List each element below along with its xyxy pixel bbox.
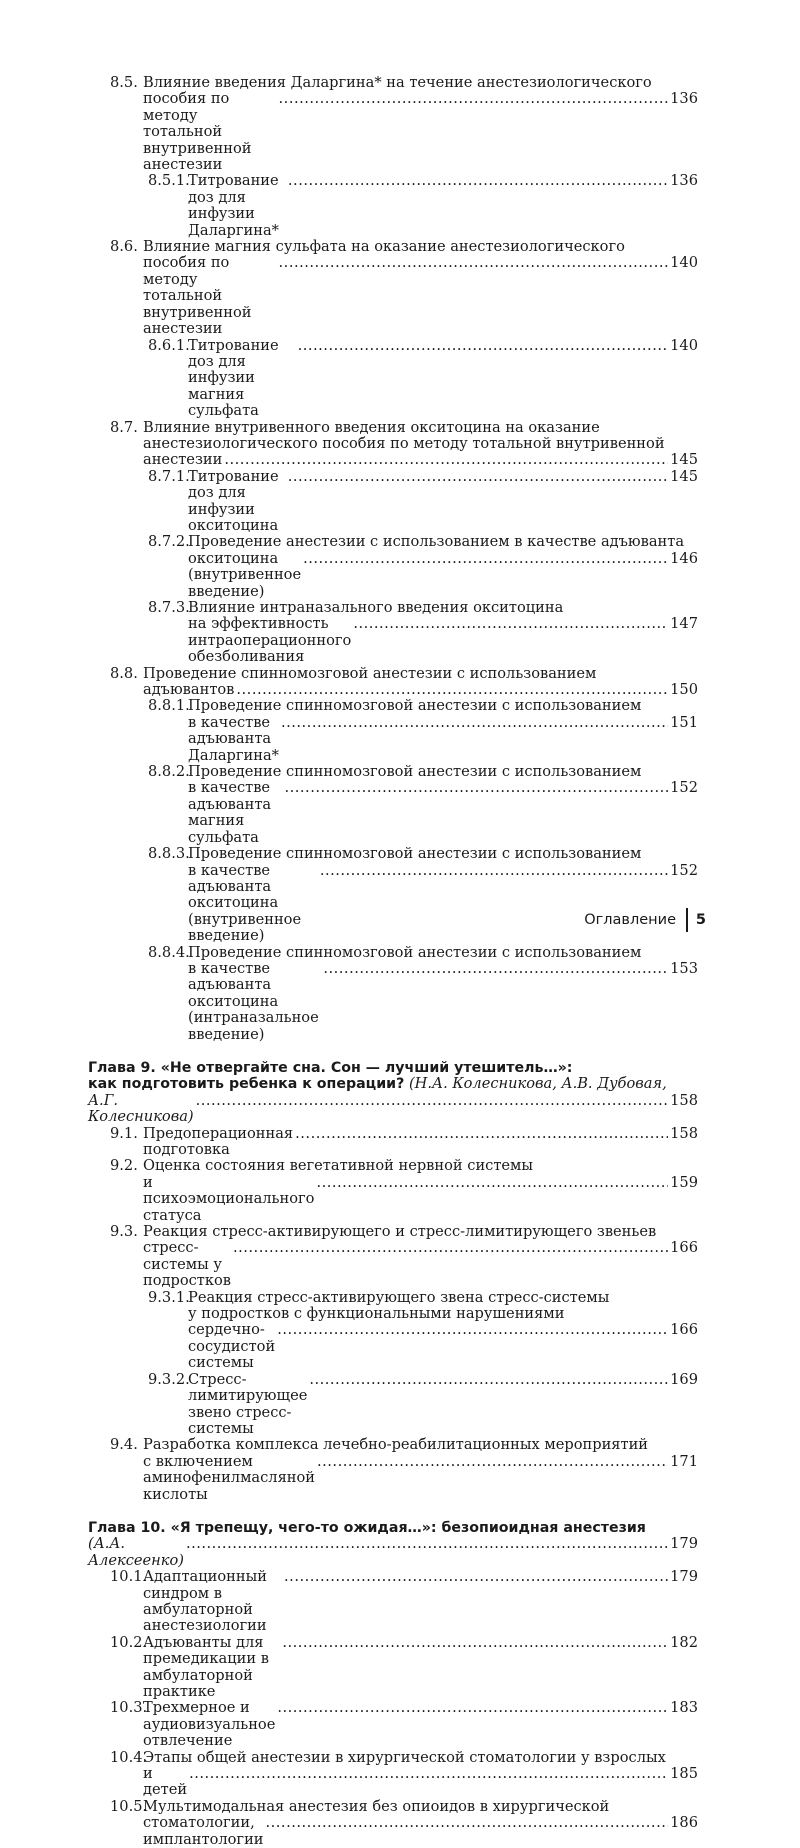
chapter-title: как подготовить ребенка к операции? <box>88 1076 405 1093</box>
toc-entry-text: в качестве адъюванта окситоцина (внутривенное введение) <box>188 861 302 945</box>
toc-entry-text: Проведение спинномозговой анестезии с использованием <box>188 763 642 781</box>
toc-entry <box>88 1290 698 1372</box>
toc-entry-page: 166 <box>670 1321 698 1339</box>
toc-entry-text: Мультимодальная анестезия без опиоидов в хирургической <box>143 1797 610 1815</box>
dot-leader <box>277 1322 668 1338</box>
toc-entry-body <box>188 1372 698 1438</box>
dot-leader <box>236 682 668 698</box>
chapter-heading-9 <box>88 1060 698 1126</box>
toc-entry <box>88 469 698 535</box>
toc-entry-page: 186 <box>670 1814 698 1832</box>
toc-entry-line <box>188 715 698 764</box>
dot-leader <box>320 863 668 879</box>
toc-entry-text: Разработка комплекса лечебно-реабилитационных мероприятий <box>143 1436 649 1454</box>
toc-entry-text: и психоэмоционального статуса <box>143 1173 315 1224</box>
toc-entry-line <box>188 945 698 961</box>
dot-leader <box>288 469 668 485</box>
toc-entry-page: 169 <box>670 1370 698 1388</box>
toc-entry-line <box>143 1158 698 1174</box>
toc-entry-text: Реакция стресс-активирующего звена стресс-системы <box>188 1288 610 1306</box>
chapter-title-line <box>88 1093 698 1126</box>
toc-entry-body <box>143 1126 698 1159</box>
toc-entry-number: 9.1. <box>110 1124 138 1142</box>
toc-entry-page: 158 <box>670 1124 698 1142</box>
dot-leader <box>282 1635 668 1651</box>
toc-entry-line <box>143 1815 698 1848</box>
dot-leader <box>298 338 669 354</box>
toc-entry <box>88 239 698 337</box>
toc-entry <box>88 1799 698 1848</box>
toc-entry-text: Адаптационный синдром в амбулаторной анестезиологии <box>143 1568 267 1635</box>
toc-entry-line <box>143 420 698 436</box>
chapter-title: Глава 9. «Не отвергайте сна. Сон — лучший утешитель…»: <box>88 1059 573 1076</box>
toc-entry <box>88 1158 698 1224</box>
toc-entry <box>88 698 698 764</box>
table-of-contents <box>88 75 698 1848</box>
toc-entry-text: Влияние введения Даларгина* на течение анестезиологического <box>143 74 652 91</box>
toc-entry-body <box>143 75 698 173</box>
dot-leader <box>303 551 668 567</box>
toc-entry-page: 152 <box>670 861 698 879</box>
toc-entry-number: 8.6.1. <box>148 336 190 354</box>
toc-entry <box>88 1569 698 1635</box>
toc-entry-text: Влияние внутривенного введения окситоцина на оказание <box>143 418 600 436</box>
toc-entry <box>88 75 698 173</box>
dot-leader <box>279 255 669 271</box>
toc-entry <box>88 1700 698 1749</box>
chapter-title-line <box>88 1536 698 1569</box>
toc-entry-number: 9.2. <box>110 1157 138 1175</box>
toc-entry <box>88 420 698 469</box>
chapter-page: 158 <box>670 1091 698 1109</box>
toc-entry-body <box>188 173 698 239</box>
toc-entry-body <box>143 1158 698 1224</box>
chapter-authors: (А.А. Алексеенко) <box>88 1535 184 1569</box>
chapter-title-line <box>88 1076 698 1092</box>
toc-entry-line <box>188 338 698 420</box>
toc-entry-page: 185 <box>670 1765 698 1783</box>
toc-entry-number: 8.7. <box>110 418 138 436</box>
toc-entry-page: 136 <box>670 90 698 108</box>
toc-entry-page: 159 <box>670 1173 698 1191</box>
toc-entry-number: 9.3.1. <box>148 1288 190 1306</box>
chapter-page: 179 <box>670 1535 698 1553</box>
dot-leader <box>309 1372 668 1388</box>
dot-leader <box>224 452 668 468</box>
toc-entry-text: пособия по методу тотальной внутривенной анестезии <box>143 254 252 338</box>
toc-entry-line <box>143 1750 698 1766</box>
toc-entry-line <box>188 1322 698 1371</box>
toc-entry-body <box>188 534 698 600</box>
dot-leader <box>295 1126 668 1142</box>
toc-entry-line <box>143 1437 698 1453</box>
toc-entry-page: 166 <box>670 1239 698 1257</box>
toc-entry <box>88 1372 698 1438</box>
chapter-heading-10 <box>88 1520 698 1569</box>
footer-page-number: 5 <box>695 912 706 928</box>
page-footer <box>560 908 720 932</box>
toc-entry-text: стресс-системы у подростков <box>143 1239 231 1290</box>
toc-entry-line <box>143 452 698 468</box>
toc-entry-number: 10.5. <box>110 1797 148 1815</box>
dot-leader <box>288 173 668 189</box>
toc-entry-text: Трехмерное и аудиовизуальное отвлечение <box>143 1699 276 1750</box>
chapter-title: Глава 10. «Я трепещу, чего-то ожидая…»: безопиоидная анестезия <box>88 1519 646 1536</box>
toc-entry-line <box>143 682 698 698</box>
toc-entry-body <box>143 239 698 337</box>
dot-leader <box>189 1766 668 1782</box>
toc-entry-line <box>188 780 698 846</box>
dot-leader <box>196 1093 669 1109</box>
toc-entry <box>88 338 698 420</box>
toc-entry-text: Проведение анестезии с использованием в качестве адъюванта <box>188 533 685 551</box>
toc-entry-text: Влияние интраназального введения окситоцина <box>188 599 564 616</box>
toc-entry-body <box>143 1569 698 1635</box>
toc-entry-body <box>143 1635 698 1701</box>
toc-entry-text: Титрование доз для инфузии Даларгина* <box>188 172 279 239</box>
dot-leader <box>316 1175 668 1191</box>
toc-entry-line <box>143 1454 698 1503</box>
toc-entry-page: 171 <box>670 1452 698 1470</box>
toc-entry-page: 140 <box>670 336 698 354</box>
toc-entry-text: сердечно-сосудистой системы <box>188 1321 276 1372</box>
toc-entry <box>88 1437 698 1503</box>
toc-entry-page: 152 <box>670 779 698 797</box>
footer-divider <box>686 908 688 932</box>
toc-entry-page: 145 <box>670 467 698 485</box>
toc-entry <box>88 666 698 699</box>
toc-entry <box>88 1126 698 1159</box>
toc-entry-line <box>188 846 698 862</box>
toc-entry-text: Проведение спинномозговой анестезии с использованием <box>188 943 642 961</box>
toc-entry <box>88 945 698 1043</box>
chapter-authors: А.Г. Колесникова) <box>88 1091 194 1126</box>
toc-entry-line <box>143 1224 698 1240</box>
toc-entry-text: пособия по методу тотальной внутривенной анестезии <box>143 90 252 174</box>
toc-entry-line <box>188 551 698 600</box>
toc-entry <box>88 534 698 600</box>
toc-entry-text: в качестве адъюванта Даларгина* <box>188 713 279 764</box>
toc-entry-line <box>188 764 698 780</box>
toc-entry-line <box>188 616 698 665</box>
chapter-title-line <box>88 1520 698 1536</box>
dot-leader <box>233 1240 668 1256</box>
toc-entry-number: 9.4. <box>110 1436 138 1454</box>
toc-entry-number: 8.5. <box>110 74 138 91</box>
dot-leader <box>323 961 668 977</box>
toc-entry-page: 147 <box>670 615 698 633</box>
toc-entry-number: 8.8. <box>110 664 138 682</box>
toc-entry-body <box>143 1437 698 1503</box>
toc-entry-body <box>188 469 698 535</box>
toc-entry-number: 8.8.2. <box>148 763 190 781</box>
toc-entry-number: 8.8.4. <box>148 943 190 961</box>
toc-entry-line <box>143 1799 698 1815</box>
toc-entry-body <box>188 338 698 420</box>
dot-leader <box>277 1700 668 1716</box>
toc-entry-text: Оценка состояния вегетативной нервной системы <box>143 1157 534 1175</box>
toc-entry-page: 140 <box>670 254 698 272</box>
toc-entry-line <box>188 469 698 535</box>
toc-entry-body <box>143 1799 698 1848</box>
toc-entry-line <box>188 173 698 239</box>
toc-entry-number: 10.4. <box>110 1748 148 1766</box>
toc-entry-text: Титрование доз для инфузии окситоцина <box>188 467 279 534</box>
toc-entry-text: и детей <box>143 1765 188 1799</box>
toc-entry-text: у подростков с функциональными нарушениями <box>188 1305 565 1323</box>
toc-entry-number: 8.7.1. <box>148 467 190 485</box>
toc-entry-text: на эффективность интраоперационного обезболивания <box>188 615 352 666</box>
toc-entry-number: 9.3.2. <box>148 1370 190 1388</box>
toc-entry-text: Проведение спинномозговой анестезии с использованием <box>188 845 642 863</box>
dot-leader <box>353 616 668 632</box>
toc-entry-text: окситоцина (внутривенное введение) <box>188 549 302 600</box>
toc-entry <box>88 1750 698 1799</box>
toc-entry-line <box>188 698 698 714</box>
toc-entry-body <box>143 1750 698 1799</box>
toc-entry-line <box>188 534 698 550</box>
toc-entry-page: 146 <box>670 549 698 567</box>
toc-entry-page: 153 <box>670 959 698 977</box>
toc-entry-page: 183 <box>670 1699 698 1717</box>
toc-entry-text: Этапы общей анестезии в хирургической стоматологии у взрослых <box>143 1748 666 1766</box>
dot-leader <box>281 715 668 731</box>
toc-entry-body <box>143 1700 698 1749</box>
toc-entry-page: 151 <box>670 713 698 731</box>
toc-entry-page: 145 <box>670 451 698 469</box>
toc-entry-line <box>143 1635 698 1701</box>
toc-entry-body <box>143 1224 698 1290</box>
toc-entry <box>88 1224 698 1290</box>
toc-entry-number: 8.7.3. <box>148 599 190 616</box>
toc-entry-line <box>143 1175 698 1224</box>
dot-leader <box>285 780 669 796</box>
toc-entry-text: стоматологии, имплантологии <box>143 1814 264 1848</box>
toc-entry-number: 8.8.3. <box>148 845 190 863</box>
chapter-authors: (Н.А. Колесникова, А.В. Дубовая, <box>408 1075 667 1093</box>
toc-entry-number: 10.1. <box>110 1568 148 1586</box>
toc-entry-body <box>188 1290 698 1372</box>
toc-entry-text: анестезии <box>143 451 223 469</box>
toc-entry-page: 150 <box>670 681 698 699</box>
toc-entry-line <box>188 1306 698 1322</box>
toc-entry <box>88 173 698 239</box>
toc-entry-line <box>188 1372 698 1438</box>
toc-entry-body <box>188 945 698 1043</box>
toc-entry-page: 182 <box>670 1633 698 1651</box>
toc-entry-text: Стресс-лимитирующее звено стресс-системы <box>188 1370 308 1437</box>
toc-entry-number: 10.3. <box>110 1699 148 1717</box>
toc-entry-text: Реакция стресс-активирующего и стресс-лимитирующего звеньев <box>143 1223 657 1241</box>
toc-entry-text: анестезиологического пособия по методу тотальной внутривенной <box>143 434 665 452</box>
toc-entry-line <box>143 91 698 173</box>
toc-entry <box>88 764 698 846</box>
toc-entry-text: Адъюванты для премедикации в амбулаторной практике <box>143 1633 269 1700</box>
toc-entry-line <box>143 1700 698 1749</box>
toc-entry-text: Титрование доз для инфузии магния сульфата <box>188 336 279 420</box>
toc-entry-number: 8.7.2. <box>148 533 190 551</box>
toc-entry <box>88 600 698 666</box>
dot-leader <box>186 1536 668 1552</box>
dot-leader <box>317 1454 668 1470</box>
dot-leader <box>279 91 669 107</box>
chapter-title-line <box>88 1060 698 1076</box>
toc-entry-text: в качестве адъюванта окситоцина (интраназальное введение) <box>188 959 319 1043</box>
toc-entry-line <box>143 1569 698 1635</box>
dot-leader <box>284 1569 668 1585</box>
toc-entry-text: в качестве адъюванта магния сульфата <box>188 779 272 846</box>
dot-leader <box>266 1815 669 1831</box>
toc-entry-text: адъювантов <box>143 681 235 699</box>
toc-entry-line <box>143 239 698 255</box>
toc-entry-line <box>143 1766 698 1799</box>
toc-entry-number: 8.8.1. <box>148 697 190 715</box>
toc-entry-number: 8.5.1. <box>148 172 190 190</box>
toc-entry-line <box>143 255 698 337</box>
toc-entry-page: 179 <box>670 1568 698 1586</box>
toc-entry-text: Проведение спинномозговой анестезии с использованием <box>188 697 642 715</box>
toc-entry <box>88 1635 698 1701</box>
toc-entry-text: с включением аминофенилмасляной кислоты <box>143 1452 316 1503</box>
toc-entry-number: 8.6. <box>110 238 138 256</box>
toc-entry-body <box>188 764 698 846</box>
toc-entry-line <box>188 863 698 945</box>
toc-entry-page: 136 <box>670 172 698 190</box>
toc-entry-line <box>188 600 698 616</box>
toc-entry-line <box>188 961 698 1043</box>
toc-entry-text: Предоперационная подготовка <box>143 1124 294 1158</box>
toc-entry-body <box>143 666 698 699</box>
footer-section-label: Оглавление <box>584 912 676 928</box>
toc-entry-line <box>143 436 698 452</box>
toc-entry-line <box>143 666 698 682</box>
toc-entry-number: 10.2. <box>110 1633 148 1651</box>
toc-entry-text: Проведение спинномозговой анестезии с использованием <box>143 664 597 682</box>
toc-entry-body <box>143 420 698 469</box>
toc-entry-line <box>143 1240 698 1289</box>
toc-entry-line <box>143 75 698 91</box>
chapter-title-wrap <box>88 1076 667 1092</box>
toc-entry-text: Влияние магния сульфата на оказание анестезиологического <box>143 238 625 256</box>
toc-entry-line <box>188 1290 698 1306</box>
toc-entry-line <box>143 1126 698 1159</box>
toc-entry-body <box>188 600 698 666</box>
toc-entry-body <box>188 698 698 764</box>
toc-entry-number: 9.3. <box>110 1223 138 1241</box>
